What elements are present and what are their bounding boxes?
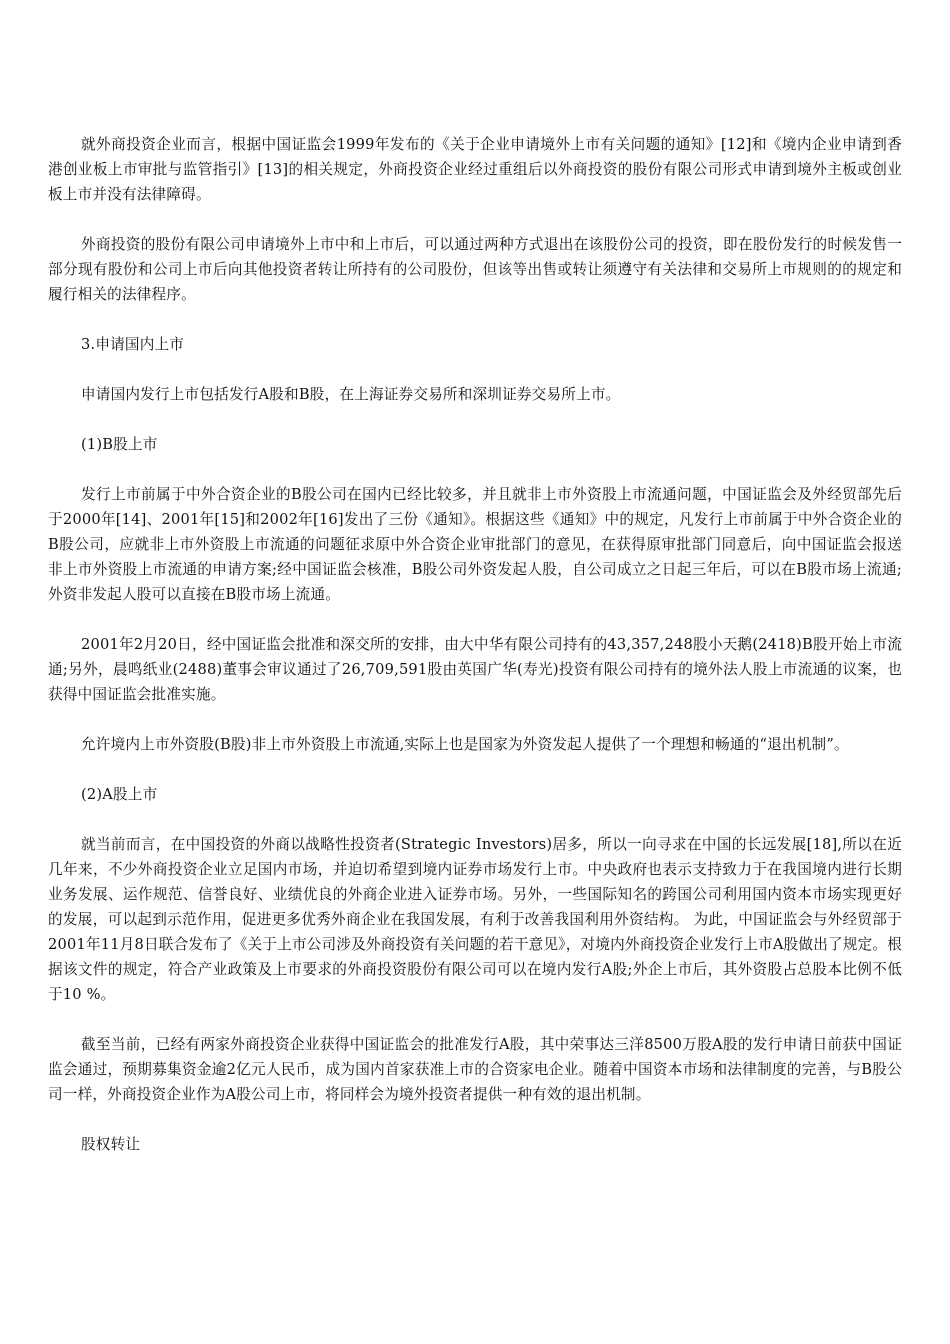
paragraph-exit-mechanism: 允许境内上市外资股(B股)非上市外资股上市流通,实际上也是国家为外资发起人提供了一个理想和畅通的“退出机制”。 xyxy=(81,736,849,753)
paragraph-a-share-policy: 就当前而言，在中国投资的外商以战略性投资者(Strategic Investors)居多，所以一向寻求在中国的长远发展[18],所以在近几年来，不少外商投资企业立足国内市场，并迫切希望到境内证券市场发行上市。中央政府也表示支持致力于在我国境内进行长期业务发展、运作规范、信誉良好、业绩优良的外商企业进入证券市场。另外，一些国际知名的跨国公司利用国内资本市场实现更好的发展，可以起到示范作用，促进更多优秀外商企业在我国发展，有利于改善我国利用外资结构。 为此，中国证监会与外经贸部于2001年11月8日联合发布了《关于上市公司涉及外商投资有关问题的若干意见》，对境内外商投资企业发行上市A股做出了规定。根据该文件的规定，符合产业政策及上市要求的外商投资股份有限公司可以在境内发行A股;外企上市后，其外资股占总股本比例不低于10 %。 xyxy=(48,836,902,1003)
paragraph-exit-methods: 外商投资的股份有限公司申请境外上市中和上市后，可以通过两种方式退出在该股份公司的投资，即在股份发行的时候发售一部分现有股份和公司上市后向其他投资者转让所持有的公司股份，但该等出售或转让须遵守有关法律和交易所上市规则的的规定和履行相关的法律程序。 xyxy=(48,236,902,303)
subheading-a-share-listing: (2)A股上市 xyxy=(81,786,158,803)
document-body xyxy=(48,132,902,1182)
paragraph-b-share-examples: 2001年2月20日，经中国证监会批准和深交所的安排，由大中华有限公司持有的43,357,248股小天鹅(2418)B股开始上市流通;另外，晨鸣纸业(2488)董事会审议通过了26,709,591股由英国广华(寿光)投资有限公司持有的境外法人股上市流通的议案，也获得中国证监会批准实施。 xyxy=(48,636,902,703)
paragraph-domestic-listing-intro: 申请国内发行上市包括发行A股和B股，在上海证券交易所和深圳证券交易所上市。 xyxy=(81,386,621,403)
section-heading-equity-transfer: 股权转让 xyxy=(81,1136,141,1153)
paragraph-b-share-notices: 发行上市前属于中外合资企业的B股公司在国内已经比较多，并且就非上市外资股上市流通问题，中国证监会及外经贸部先后于2000年[14]、2001年[15]和2002年[16]发出了三份《通知》。根据这些《通知》中的规定，凡发行上市前属于中外合资企业的B股公司，应就非上市外资股上市流通的问题征求原中外合资企业审批部门的意见，在获得原审批部门同意后，向中国证监会报送非上市外资股上市流通的申请方案;经中国证监会核准，B股公司外资发起人股，自公司成立之日起三年后，可以在B股市场上流通;外资非发起人股可以直接在B股市场上流通。 xyxy=(48,486,902,603)
section-heading-domestic-listing: 3.申请国内上市 xyxy=(81,336,185,353)
subheading-b-share-listing: (1)B股上市 xyxy=(81,436,158,453)
paragraph-a-share-cases: 截至当前，已经有两家外商投资企业获得中国证监会的批准发行A股，其中荣事达三洋8500万股A股的发行申请日前获中国证监会通过，预期募集资金逾2亿元人民币，成为国内首家获准上市的合资家电企业。随着中国资本市场和法律制度的完善，与B股公司一样，外商投资企业作为A股公司上市，将同样会为境外投资者提供一种有效的退出机制。 xyxy=(48,1036,902,1103)
paragraph-overseas-listing-rules: 就外商投资企业而言，根据中国证监会1999年发布的《关于企业申请境外上市有关问题的通知》[12]和《境内企业申请到香港创业板上市审批与监管指引》[13]的相关规定，外商投资企业经过重组后以外商投资的股份有限公司形式申请到境外主板或创业板上市并没有法律障碍。 xyxy=(48,136,902,203)
